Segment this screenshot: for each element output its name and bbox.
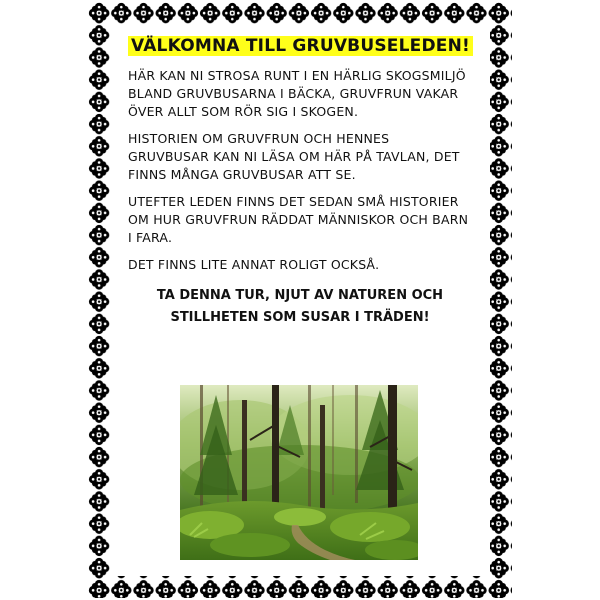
poster-title: VÄLKOMNA TILL GRUVBUSELEDEN! <box>128 36 473 56</box>
forest-photo <box>180 385 418 560</box>
slogan <box>114 285 486 329</box>
other-fun-paragraph: DET FINNS LITE ANNAT ROLIGT OCKSÅ. <box>128 257 380 272</box>
slogan-line-2: STILLHETEN SOM SUSAR I TRÄDEN! <box>170 310 430 325</box>
trail-stories-paragraph: UTEFTER LEDEN FINNS DET SEDAN SMÅ HISTORIER OM HUR GRUVFRUN RÄDDAT MÄNNISKOR OCH BARN I FARA. <box>128 194 469 245</box>
intro-paragraph: HÄR KAN NI STROSA RUNT I EN HÄRLIG SKOGSMILJÖ BLAND GRUVBUSARNA I BÄCKA, GRUVFRUN VAKAR ÖVER ALLT SOM RÖR SIG I SKOGEN. <box>128 68 466 119</box>
slogan-line-1: TA DENNA TUR, NJUT AV NATUREN OCH <box>156 288 444 303</box>
history-paragraph: HISTORIEN OM GRUVFRUN OCH HENNES GRUVBUSAR KAN NI LÄSA OM HÄR PÅ TAVLAN, DET FINNS MÅNGA GRUVBUSAR ATT SE. <box>128 131 460 182</box>
poster-content <box>128 36 472 329</box>
